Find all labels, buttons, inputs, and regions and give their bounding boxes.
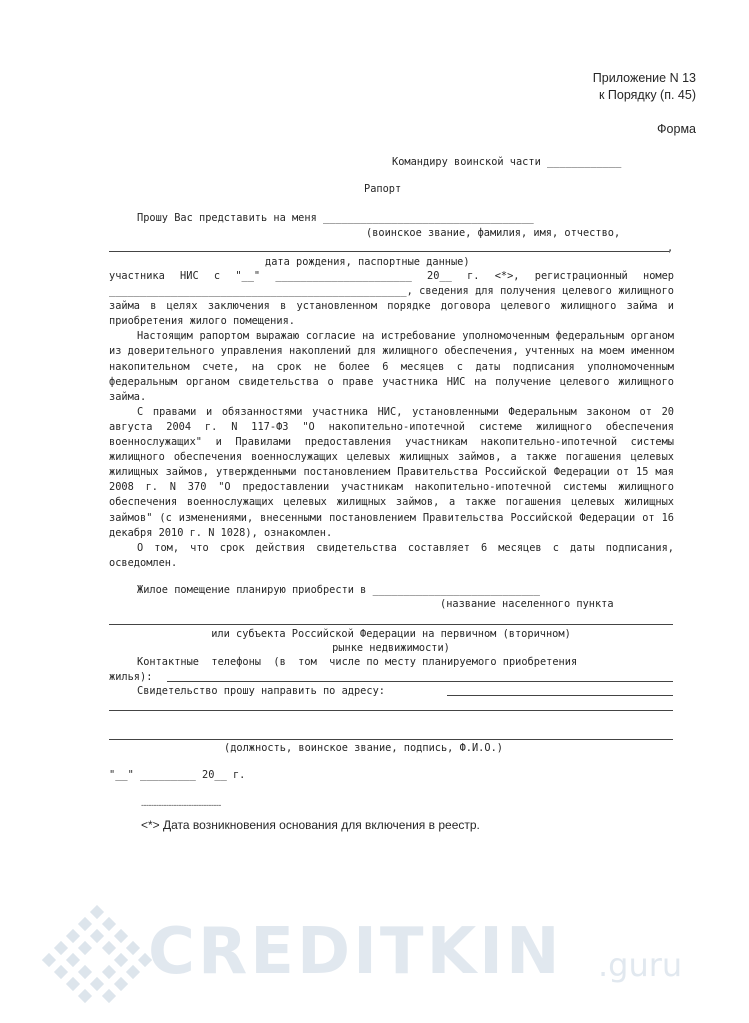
address-fill-line-2 (109, 710, 673, 711)
footnote-rule: -------------------------------- (141, 800, 221, 810)
housing-hint-market: рынке недвижимости) (332, 642, 450, 654)
housing-fill-line (109, 624, 673, 625)
housing-hint-subject: или субъекта Российской Федерации на первичном (вторичном) (211, 628, 571, 640)
signature-hint: (должность, воинское звание, подпись, Ф.И.О.) (224, 742, 503, 754)
appendix-number: Приложение N 13 (592, 71, 696, 85)
paragraph-participant: участника НИС с "__" ______________________ 20__ г. <*>, регистрационный номер ________________________________________________, сведения для получения целевого жилищного займа в целях заключения в установленном порядке договора целевого жилищного займа и приобретения жилого помещения. (109, 270, 674, 328)
request-hint-comma: , (667, 242, 674, 254)
request-hint-name: (воинское звание, фамилия, имя, отчество, (366, 227, 621, 239)
addressee-line: Командиру воинской части ____________ (392, 156, 622, 168)
housing-hint-city: (название населенного пункта (440, 598, 614, 610)
address-label: Свидетельство прошу направить по адресу: (137, 685, 385, 697)
watermark-domain: .guru (598, 946, 683, 984)
address-fill-line-1 (447, 695, 673, 696)
form-label: Форма (657, 122, 696, 136)
request-hint-birth: дата рождения, паспортные данные) (265, 256, 470, 268)
diamond-logo-icon (42, 905, 152, 1009)
footnote-text: <*> Дата возникновения основания для включения в реестр. (141, 818, 480, 832)
housing-line: Жилое помещение планирую приобрести в ___________________________ (137, 584, 540, 596)
contacts-label-housing: жилья): (109, 671, 153, 683)
paragraph-rights: С правами и обязанностями участника НИС, установленными Федеральным законом от 20 августа 2004 г. N 117-ФЗ "О накопительно-ипотечной системе жилищного обеспечения военнослужащих" и Правилами предоставления участникам накопительно-ипотечной системы жилищного обеспечения военнослужащих целевых жилищных займов, а также погашения целевых жилищных займов, утвержденными постановлением Правительства Российской Федерации от 15 мая 2008 г. N 370 "О предоставлении участникам накопительно-ипотечной системы жилищного обеспечения военнослужащих целевых жилищных займов, а также погашения целевых жилищных займов" (с изменениями, внесенными постановлением Правительства Российской Федерации от 16 декабря 2010 г. N 1028), ознакомлен. (109, 405, 674, 539)
document-title: Рапорт (364, 183, 402, 195)
paragraph-validity: О том, что срок действия свидетельства составляет 6 месяцев с даты подписания, осведомлен. (109, 541, 674, 569)
contacts-label: Контактные телефоны (в том числе по месту планируемого приобретения (137, 656, 578, 668)
paragraph-consent: Настоящим рапортом выражаю согласие на истребование уполномоченным федеральным органом из доверительного управления накоплений для жилищного обеспечения, учтенных на моем именном накопительном счете, на срок не более 6 месяцев с даты подписания уполномоченным федеральным органом свидетельства о праве участника НИС на получение целевого жилищного займа. (109, 330, 674, 403)
request-fill-line (109, 251, 669, 252)
order-reference: к Порядку (п. 45) (598, 88, 696, 102)
contacts-fill-line (167, 681, 673, 682)
request-line: Прошу Вас представить на меня __________________________________ (137, 212, 534, 224)
signature-fill-line (109, 739, 673, 740)
signature-date: "__" _________ 20__ г. (109, 769, 246, 781)
watermark-brand: CREDITKIN (148, 915, 563, 989)
